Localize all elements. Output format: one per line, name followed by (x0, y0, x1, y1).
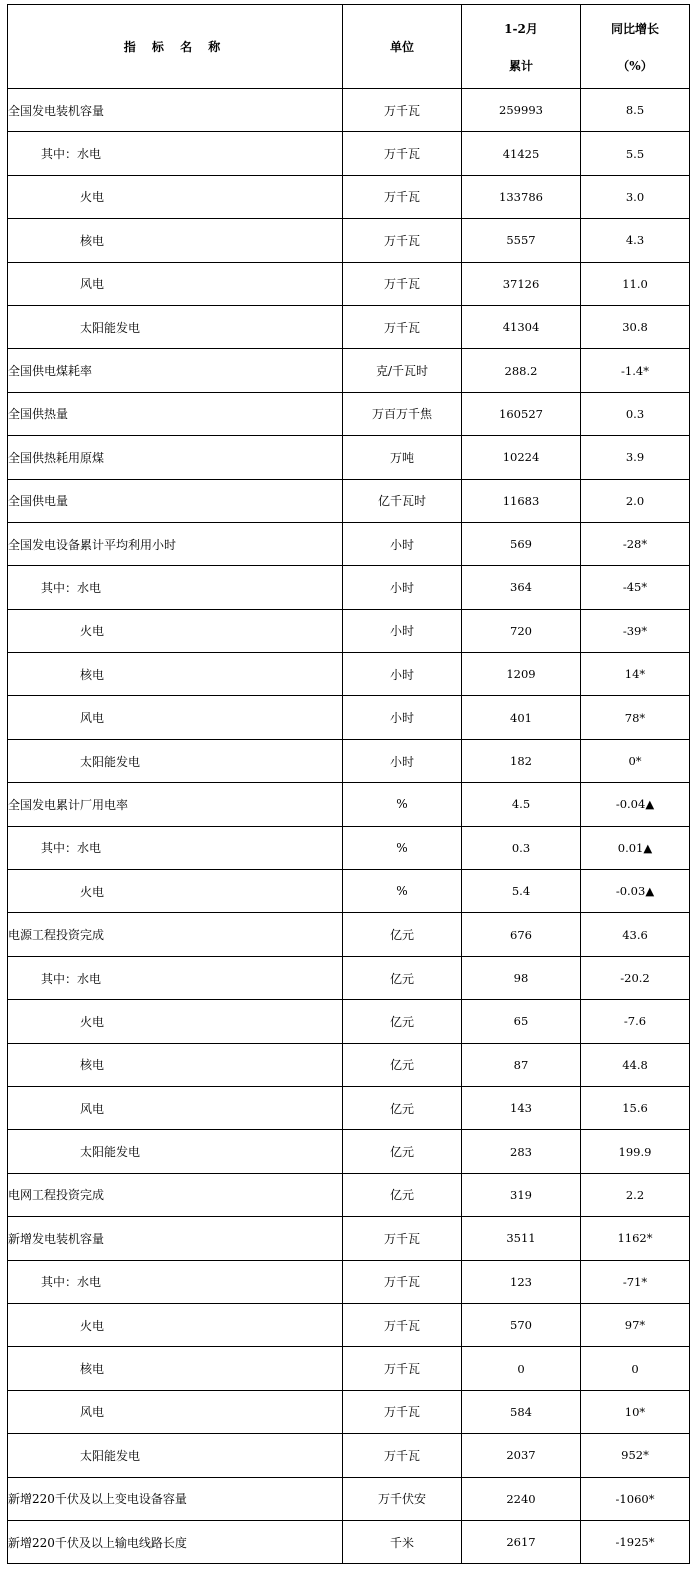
indicator-name-cell: 全国发电设备累计平均利用小时 (8, 522, 343, 565)
indicator-name-cell: 风电 (8, 262, 343, 305)
electricity-statistics-table (7, 4, 690, 1564)
unit-cell: 亿元 (343, 913, 462, 956)
yoy-growth-cell: -0.03▲ (581, 870, 690, 913)
cumulative-value-cell: 364 (462, 566, 581, 609)
yoy-growth-cell: 952* (581, 1434, 690, 1477)
table-row (8, 1217, 690, 1260)
unit-cell: 亿元 (343, 1130, 462, 1173)
cumulative-value-cell: 37126 (462, 262, 581, 305)
unit-cell: 亿元 (343, 1043, 462, 1086)
yoy-growth-cell: -7.6 (581, 1000, 690, 1043)
unit-cell: 小时 (343, 739, 462, 782)
unit-cell: 千米 (343, 1520, 462, 1563)
indicator-name-cell: 火电 (8, 1303, 343, 1346)
yoy-growth-cell: 0 (581, 1347, 690, 1390)
header-value-period: 1-2月 (504, 21, 538, 36)
unit-cell: 万千瓦 (343, 1303, 462, 1346)
unit-cell: 小时 (343, 566, 462, 609)
table-row (8, 305, 690, 348)
table-row (8, 392, 690, 435)
cumulative-value-cell: 3511 (462, 1217, 581, 1260)
yoy-growth-cell: 0* (581, 739, 690, 782)
indicator-name-cell: 核电 (8, 219, 343, 262)
unit-cell: 万千瓦 (343, 89, 462, 132)
indicator-name-cell: 其中：水电 (8, 566, 343, 609)
table-row (8, 1260, 690, 1303)
unit-cell: 万千瓦 (343, 1390, 462, 1433)
cumulative-value-cell: 0.3 (462, 826, 581, 869)
indicator-name-cell: 风电 (8, 1086, 343, 1129)
yoy-growth-cell: 10* (581, 1390, 690, 1433)
table-row (8, 566, 690, 609)
indicator-name-cell: 新增220千伏及以上变电设备容量 (8, 1477, 343, 1520)
indicator-name-cell: 新增发电装机容量 (8, 1217, 343, 1260)
cumulative-value-cell: 160527 (462, 392, 581, 435)
indicator-name-cell: 全国供热耗用原煤 (8, 436, 343, 479)
cumulative-value-cell: 283 (462, 1130, 581, 1173)
indicator-name-cell: 其中：水电 (8, 826, 343, 869)
yoy-growth-cell: 30.8 (581, 305, 690, 348)
cumulative-value-cell: 41304 (462, 305, 581, 348)
indicator-name-cell: 全国发电累计厂用电率 (8, 783, 343, 826)
yoy-growth-cell: 15.6 (581, 1086, 690, 1129)
cumulative-value-cell: 11683 (462, 479, 581, 522)
yoy-growth-cell: -0.04▲ (581, 783, 690, 826)
unit-cell: 万千瓦 (343, 1434, 462, 1477)
cumulative-value-cell: 98 (462, 956, 581, 999)
indicator-name-cell: 全国供热量 (8, 392, 343, 435)
yoy-growth-cell: 78* (581, 696, 690, 739)
indicator-name-cell: 全国供电煤耗率 (8, 349, 343, 392)
table-row (8, 696, 690, 739)
cumulative-value-cell: 2617 (462, 1520, 581, 1563)
yoy-growth-cell: 11.0 (581, 262, 690, 305)
header-cumulative-value (462, 5, 581, 89)
header-unit-label: 单位 (389, 40, 414, 54)
yoy-growth-cell: 3.9 (581, 436, 690, 479)
yoy-growth-cell: 0.3 (581, 392, 690, 435)
table-row (8, 653, 690, 696)
cumulative-value-cell: 259993 (462, 89, 581, 132)
cumulative-value-cell: 584 (462, 1390, 581, 1433)
table-body (8, 89, 690, 1564)
unit-cell: % (343, 870, 462, 913)
cumulative-value-cell: 41425 (462, 132, 581, 175)
unit-cell: 万千瓦 (343, 175, 462, 218)
indicator-name-cell: 全国发电装机容量 (8, 89, 343, 132)
table-row (8, 1520, 690, 1563)
unit-cell: 万吨 (343, 436, 462, 479)
table-row (8, 1086, 690, 1129)
indicator-name-cell: 火电 (8, 870, 343, 913)
unit-cell: 克/千瓦时 (343, 349, 462, 392)
indicator-name-cell: 太阳能发电 (8, 1130, 343, 1173)
table-row (8, 349, 690, 392)
cumulative-value-cell: 4.5 (462, 783, 581, 826)
indicator-name-cell: 风电 (8, 1390, 343, 1433)
cumulative-value-cell: 2240 (462, 1477, 581, 1520)
yoy-growth-cell: -1060* (581, 1477, 690, 1520)
table-row (8, 1434, 690, 1477)
indicator-name-cell: 火电 (8, 609, 343, 652)
indicator-name-cell: 其中：水电 (8, 956, 343, 999)
unit-cell: 亿千瓦时 (343, 479, 462, 522)
yoy-growth-cell: 8.5 (581, 89, 690, 132)
table-row (8, 479, 690, 522)
unit-cell: 万千瓦 (343, 1347, 462, 1390)
indicator-name-cell: 电源工程投资完成 (8, 913, 343, 956)
yoy-growth-cell: 1162* (581, 1217, 690, 1260)
table-row (8, 1043, 690, 1086)
table-row (8, 826, 690, 869)
unit-cell: 亿元 (343, 956, 462, 999)
unit-cell: 小时 (343, 653, 462, 696)
header-yoy-label: 同比增长 (610, 21, 659, 36)
yoy-growth-cell: 43.6 (581, 913, 690, 956)
unit-cell: 万千瓦 (343, 219, 462, 262)
header-value-cumulative: 累计 (508, 58, 533, 73)
unit-cell: 小时 (343, 522, 462, 565)
cumulative-value-cell: 288.2 (462, 349, 581, 392)
unit-cell: 万千瓦 (343, 1217, 462, 1260)
table-row (8, 89, 690, 132)
cumulative-value-cell: 143 (462, 1086, 581, 1129)
table-row (8, 436, 690, 479)
yoy-growth-cell: 2.0 (581, 479, 690, 522)
table-row (8, 783, 690, 826)
yoy-growth-cell: 199.9 (581, 1130, 690, 1173)
cumulative-value-cell: 720 (462, 609, 581, 652)
header-indicator-name (8, 5, 343, 89)
cumulative-value-cell: 182 (462, 739, 581, 782)
cumulative-value-cell: 319 (462, 1173, 581, 1216)
cumulative-value-cell: 10224 (462, 436, 581, 479)
cumulative-value-cell: 5.4 (462, 870, 581, 913)
yoy-growth-cell: -39* (581, 609, 690, 652)
cumulative-value-cell: 676 (462, 913, 581, 956)
indicator-name-cell: 火电 (8, 175, 343, 218)
table-row (8, 1303, 690, 1346)
table-row (8, 956, 690, 999)
table-row (8, 1130, 690, 1173)
cumulative-value-cell: 123 (462, 1260, 581, 1303)
cumulative-value-cell: 570 (462, 1303, 581, 1346)
unit-cell: 万千瓦 (343, 305, 462, 348)
unit-cell: % (343, 826, 462, 869)
cumulative-value-cell: 1209 (462, 653, 581, 696)
unit-cell: 万千瓦 (343, 262, 462, 305)
table-row (8, 1347, 690, 1390)
table-row (8, 1000, 690, 1043)
yoy-growth-cell: 3.0 (581, 175, 690, 218)
indicator-name-cell: 新增220千伏及以上输电线路长度 (8, 1520, 343, 1563)
unit-cell: % (343, 783, 462, 826)
table-row (8, 870, 690, 913)
unit-cell: 万百万千焦 (343, 392, 462, 435)
table-row (8, 219, 690, 262)
yoy-growth-cell: 5.5 (581, 132, 690, 175)
indicator-name-cell: 核电 (8, 1043, 343, 1086)
table-row (8, 522, 690, 565)
table-row (8, 609, 690, 652)
yoy-growth-cell: 4.3 (581, 219, 690, 262)
cumulative-value-cell: 133786 (462, 175, 581, 218)
indicator-name-cell: 其中：水电 (8, 132, 343, 175)
table-row (8, 739, 690, 782)
indicator-name-cell: 其中：水电 (8, 1260, 343, 1303)
indicator-name-cell: 全国供电量 (8, 479, 343, 522)
yoy-growth-cell: -1.4* (581, 349, 690, 392)
table-header-row (8, 5, 690, 89)
header-yoy-growth (581, 5, 690, 89)
yoy-growth-cell: -28* (581, 522, 690, 565)
yoy-growth-cell: 14* (581, 653, 690, 696)
yoy-growth-cell: -71* (581, 1260, 690, 1303)
table-row (8, 262, 690, 305)
cumulative-value-cell: 401 (462, 696, 581, 739)
indicator-name-cell: 太阳能发电 (8, 1434, 343, 1477)
unit-cell: 亿元 (343, 1086, 462, 1129)
header-indicator-name-label: 指 标 名 称 (123, 40, 227, 54)
cumulative-value-cell: 2037 (462, 1434, 581, 1477)
indicator-name-cell: 核电 (8, 653, 343, 696)
unit-cell: 亿元 (343, 1000, 462, 1043)
indicator-name-cell: 核电 (8, 1347, 343, 1390)
yoy-growth-cell: -45* (581, 566, 690, 609)
unit-cell: 小时 (343, 609, 462, 652)
table-row (8, 1390, 690, 1433)
indicator-name-cell: 火电 (8, 1000, 343, 1043)
cumulative-value-cell: 5557 (462, 219, 581, 262)
header-yoy-unit: （%） (617, 58, 653, 73)
yoy-growth-cell: 44.8 (581, 1043, 690, 1086)
table-row (8, 132, 690, 175)
unit-cell: 小时 (343, 696, 462, 739)
unit-cell: 万千瓦 (343, 1260, 462, 1303)
cumulative-value-cell: 0 (462, 1347, 581, 1390)
table-row (8, 913, 690, 956)
indicator-name-cell: 电网工程投资完成 (8, 1173, 343, 1216)
unit-cell: 万千伏安 (343, 1477, 462, 1520)
indicator-name-cell: 风电 (8, 696, 343, 739)
yoy-growth-cell: -1925* (581, 1520, 690, 1563)
cumulative-value-cell: 569 (462, 522, 581, 565)
yoy-growth-cell: -20.2 (581, 956, 690, 999)
cumulative-value-cell: 65 (462, 1000, 581, 1043)
indicator-name-cell: 太阳能发电 (8, 739, 343, 782)
yoy-growth-cell: 0.01▲ (581, 826, 690, 869)
table-row (8, 1173, 690, 1216)
table-row (8, 1477, 690, 1520)
yoy-growth-cell: 2.2 (581, 1173, 690, 1216)
unit-cell: 亿元 (343, 1173, 462, 1216)
indicator-name-cell: 太阳能发电 (8, 305, 343, 348)
header-unit (343, 5, 462, 89)
cumulative-value-cell: 87 (462, 1043, 581, 1086)
table-row (8, 175, 690, 218)
yoy-growth-cell: 97* (581, 1303, 690, 1346)
unit-cell: 万千瓦 (343, 132, 462, 175)
